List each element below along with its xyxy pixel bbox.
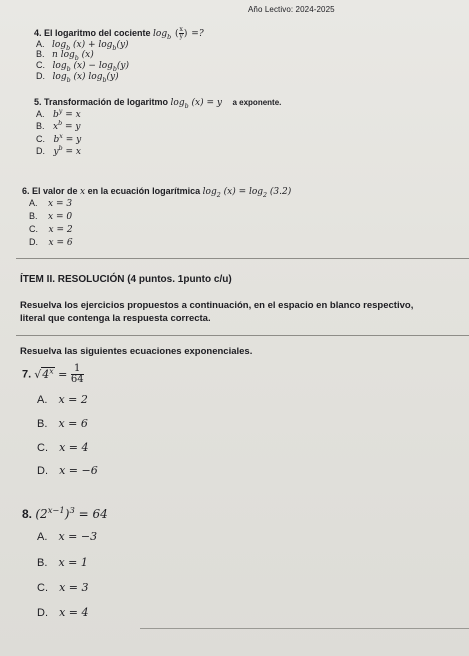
section-2-instruction-line-2: literal que contenga la respuesta correcta. <box>20 313 211 324</box>
question-7-option-a: A. x = 2 <box>37 393 88 406</box>
question-5-option-a: A. $b^y = x$ <box>36 108 81 120</box>
question-7-option-b: B. x = 6 <box>37 417 88 430</box>
section-2-subtitle: Resuelva las siguientes ecuaciones exponenciales. <box>20 346 253 357</box>
section-2-instruction-line-1: Resuelva los ejercicios propuestos a continuación, en el espacio en blanco respectivo, <box>20 300 414 311</box>
question-7-equation: $√4^x$ = $\frac{1}{64}$ <box>34 363 84 385</box>
question-6-stem: 6. El valor de x en la ecuación logarítmica $\log_2 (x) = \log_2 (3.2)$ <box>22 186 292 199</box>
question-4-option-b: B. n $\log_b (x)$ <box>36 49 94 62</box>
school-year-header: Año Lectivo: 2024-2025 <box>248 5 335 14</box>
question-6-option-b: B. x = 0 <box>29 211 73 222</box>
question-5-option-d: D. $y^b = x$ <box>36 145 81 157</box>
question-6-text: 6. El valor de x en la ecuación logarítmica <box>22 186 201 197</box>
question-8-option-a: A. x = −3 <box>37 530 98 543</box>
question-4-option-c: C. $\log_b (x) - \log_b(y)$ <box>36 60 130 73</box>
question-5-option-b: B. $x^b = y$ <box>36 120 81 132</box>
section-2-title: ÍTEM II. RESOLUCIÓN (4 puntos. 1punto c/u) <box>20 274 232 285</box>
question-7-stem: 7. $√4^x$ = $\frac{1}{64}$ <box>22 363 84 385</box>
divider-line <box>140 628 469 629</box>
question-7-option-d: D. x = −6 <box>37 464 98 477</box>
question-8-stem: 8. $(2^{x-1})^3 = 64$ <box>22 505 108 521</box>
question-4-option-d: D. $\log_b (x)$ $\log_b(y)$ <box>36 71 119 84</box>
question-8-option-d: D. x = 4 <box>37 606 89 619</box>
question-8-equation: $(2^{x-1})^3 = 64$ <box>35 505 108 521</box>
question-5-stem: 5. Transformación de logaritmo $\log_b (x) = y$ a exponente. <box>34 97 282 110</box>
divider-line <box>16 258 469 259</box>
question-6-option-c: C. x = 2 <box>29 224 73 235</box>
divider-line <box>16 335 469 336</box>
question-6-option-d: D. x = 6 <box>29 237 73 248</box>
question-6-option-a: A. x = 3 <box>29 198 73 209</box>
question-8-option-b: B. x = 1 <box>37 556 88 569</box>
question-4-text: 4. El logaritmo del cociente <box>34 28 151 38</box>
question-8-option-c: C. x = 3 <box>37 581 89 594</box>
question-4-formula: $\log_b$ ( $\frac{x}{y}$ ) =? <box>153 26 204 41</box>
question-4-option-a: A. $\log_b (x) + \log_b(y)$ <box>36 39 129 52</box>
question-7-option-c: C. x = 4 <box>37 441 89 454</box>
question-5-option-c: C. $b^x = y$ <box>36 133 82 145</box>
